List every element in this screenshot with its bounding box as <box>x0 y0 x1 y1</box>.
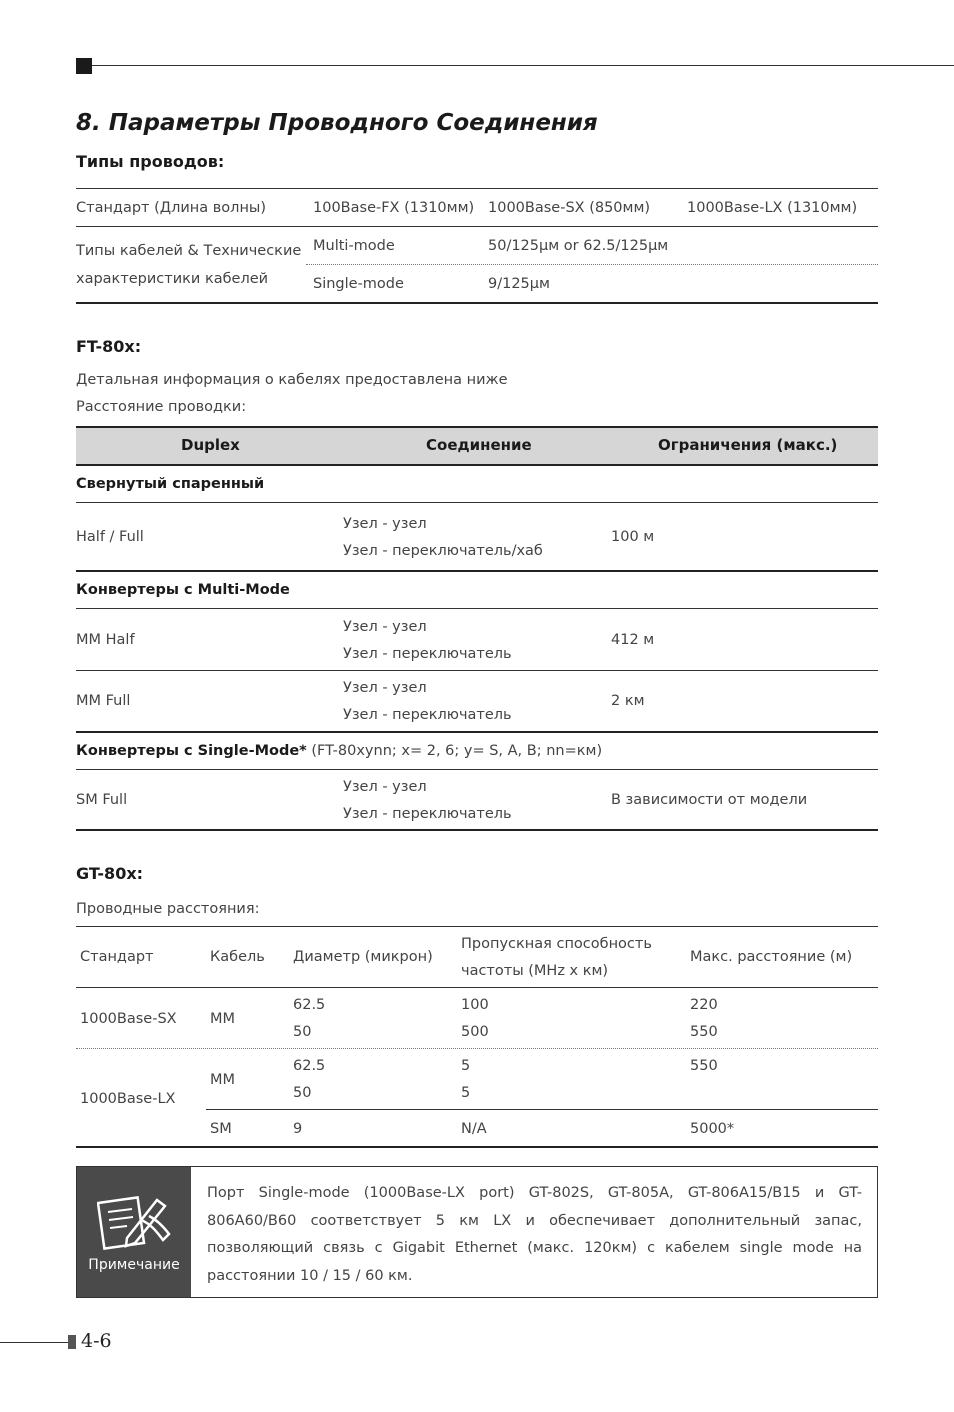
table3-top-rule <box>76 926 878 927</box>
col-standard: Стандарт <box>80 949 154 965</box>
gt80x-distance-label: Проводные расстояния: <box>76 901 260 917</box>
ft80x-heading: FT-80x: <box>76 337 142 356</box>
page-title: 8. Параметры Проводного Соединения <box>76 110 598 136</box>
col-max-distance: Макс. расстояние (м) <box>690 949 853 965</box>
table3-inner-rule <box>206 1109 878 1110</box>
sx-cable: MM <box>210 1011 236 1027</box>
row-duplex: SM Full <box>76 792 128 808</box>
col-duplex: Duplex <box>181 436 240 454</box>
footer-marker <box>68 1335 76 1349</box>
lx-sm-bandwidth: N/A <box>461 1121 487 1137</box>
sx-max-1: 220 <box>690 997 718 1013</box>
cable-label-line2: характеристики кабелей <box>76 271 269 287</box>
rule <box>76 608 878 609</box>
row-duplex: MM Full <box>76 693 131 709</box>
note-pencil-icon <box>97 1190 173 1252</box>
row-duplex: MM Half <box>76 632 135 648</box>
std-100base-fx: 100Base-FX (1310мм) <box>313 200 475 216</box>
col-bandwidth-line2: частоты (MHz x км) <box>461 963 609 979</box>
rule <box>76 570 878 572</box>
row-conn2: Узел - переключатель <box>343 806 512 822</box>
lx-sm-diameter: 9 <box>293 1121 303 1137</box>
group-twisted-pair: Свернутый спаренный <box>76 476 265 492</box>
sx-bandwidth-2: 500 <box>461 1024 489 1040</box>
ft80x-intro: Детальная информация о кабелях предоставлена ниже <box>76 372 508 388</box>
table3-dotted-rule <box>76 1048 878 1049</box>
row-limit: 412 м <box>611 632 655 648</box>
rule <box>76 769 878 770</box>
std-1000base-lx: 1000Base-LX (1310мм) <box>687 200 858 216</box>
lx-max-1: 550 <box>690 1058 718 1074</box>
col-cable: Кабель <box>210 949 265 965</box>
gt80x-heading: GT-80x: <box>76 864 144 883</box>
std-1000base-sx: 1000Base-SX (850мм) <box>488 200 651 216</box>
table3-bottom-rule <box>76 1146 878 1148</box>
header-square <box>76 58 92 74</box>
row-conn2: Узел - переключатель <box>343 646 512 662</box>
group-singlemode-note: (FT-80xynn; x= 2, 6; y= S, A, B; nn=км) <box>306 743 603 759</box>
sx-max-2: 550 <box>690 1024 718 1040</box>
lx-standard: 1000Base-LX <box>80 1091 176 1107</box>
multimode-label: Multi-mode <box>313 238 395 254</box>
col-bandwidth-line1: Пропускная способность <box>461 936 652 952</box>
lx-sm-max: 5000* <box>690 1121 735 1137</box>
lx-diameter-1: 62.5 <box>293 1058 326 1074</box>
row-conn1: Узел - узел <box>343 619 427 635</box>
table1-mid-rule <box>76 226 878 227</box>
group-singlemode-title: Конвертеры с Single-Mode* <box>76 743 307 759</box>
sx-bandwidth-1: 100 <box>461 997 489 1013</box>
table3-header-rule <box>76 987 878 988</box>
header-rule <box>92 65 954 66</box>
group-singlemode <box>76 743 602 759</box>
cable-types-heading: Типы проводов: <box>76 152 225 171</box>
note-label: Примечание <box>88 1257 180 1273</box>
ft80x-distance-label: Расстояние проводки: <box>76 399 247 415</box>
row-duplex: Half / Full <box>76 529 144 545</box>
lx-cable-mm: MM <box>210 1072 236 1088</box>
cable-label-line1: Типы кабелей & Технические <box>76 243 302 259</box>
multimode-value: 50/125µм or 62.5/125µм <box>488 238 669 254</box>
row-conn2: Узел - переключатель <box>343 707 512 723</box>
rule <box>76 829 878 831</box>
rule <box>76 731 878 733</box>
rule <box>76 502 878 503</box>
col-limit: Ограничения (макс.) <box>658 436 838 454</box>
col-diameter: Диаметр (микрон) <box>293 949 433 965</box>
page-number: 4-6 <box>81 1330 112 1352</box>
lx-bandwidth-2: 5 <box>461 1085 471 1101</box>
group-multimode: Конвертеры с Multi-Mode <box>76 582 290 598</box>
table1-bottom-rule <box>76 302 878 304</box>
sx-diameter-1: 62.5 <box>293 997 326 1013</box>
table1-top-rule <box>76 188 878 189</box>
row-limit: В зависимости от модели <box>611 792 808 808</box>
row-limit: 2 км <box>611 693 645 709</box>
row-conn1: Узел - узел <box>343 680 427 696</box>
table1-dotted-rule <box>306 264 878 265</box>
footer-rule <box>0 1342 68 1343</box>
row-conn2: Узел - переключатель/хаб <box>343 543 543 559</box>
singlemode-label: Single-mode <box>313 276 404 292</box>
lx-diameter-2: 50 <box>293 1085 312 1101</box>
lx-cable-sm: SM <box>210 1121 232 1137</box>
sx-diameter-2: 50 <box>293 1024 312 1040</box>
row-limit: 100 м <box>611 529 655 545</box>
sx-standard: 1000Base-SX <box>80 1011 177 1027</box>
lx-bandwidth-1: 5 <box>461 1058 471 1074</box>
singlemode-value: 9/125µм <box>488 276 550 292</box>
col-connection: Соединение <box>426 436 532 454</box>
row-conn1: Узел - узел <box>343 779 427 795</box>
std-label: Стандарт (Длина волны) <box>76 200 267 216</box>
rule <box>76 670 878 671</box>
row-conn1: Узел - узел <box>343 516 427 532</box>
note-text: Порт Single-mode (1000Base-LX port) GT-802S, GT-805A, GT-806A15/B15 и GT-806A60/B60 соответствует 5 км LX и обеспечивает дополнительный запас, позволяющий связь с Gigabit Ethernet (макс. 120км) с кабелем single mode на расстоянии 10 / 15 / 60 км. <box>207 1185 862 1284</box>
